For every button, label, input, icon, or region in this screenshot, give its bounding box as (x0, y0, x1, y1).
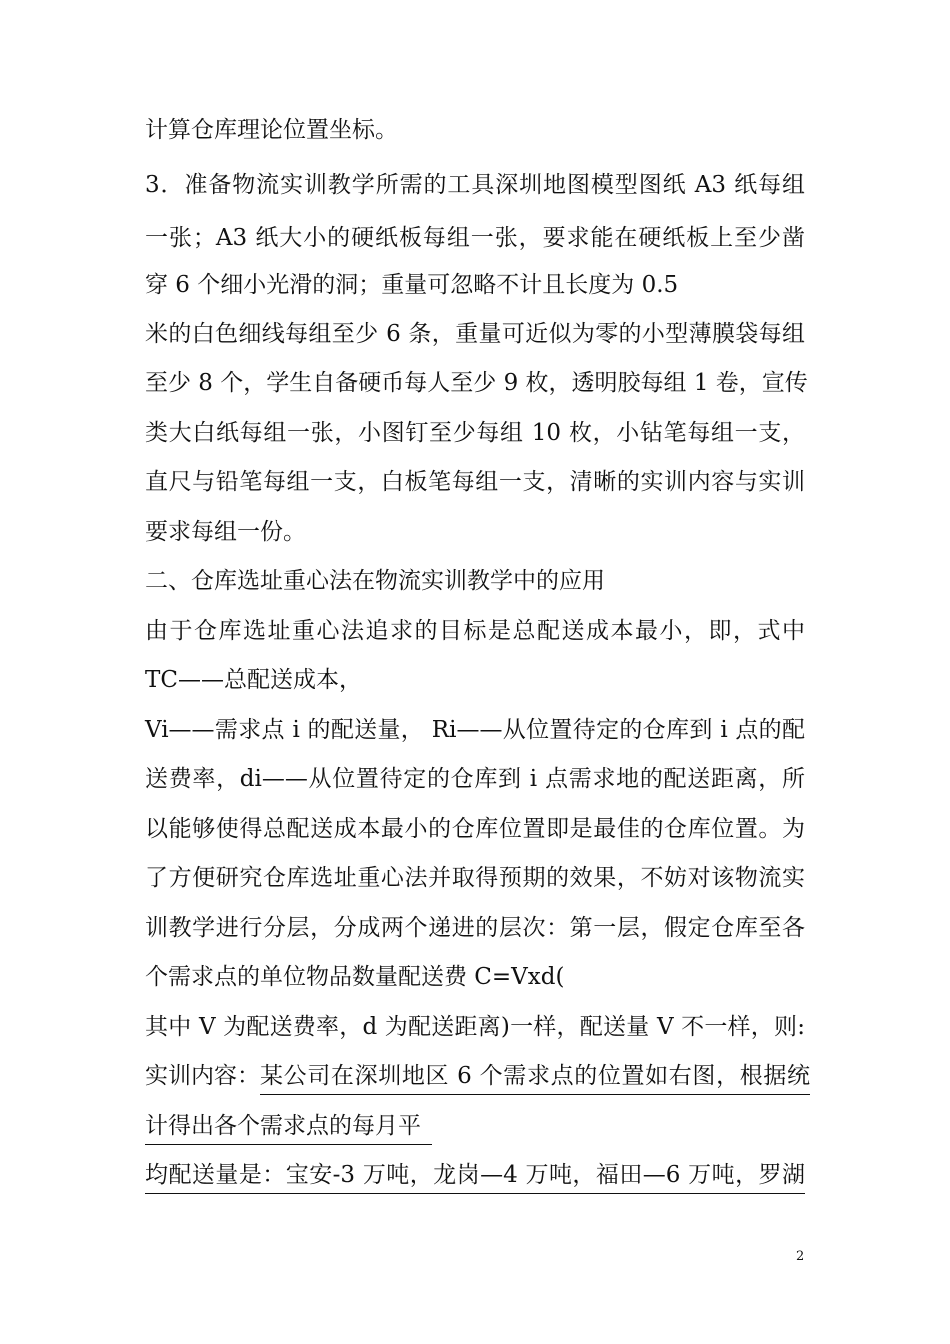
underlined-text-1: 某公司在深圳地区 6 个需求点的位置如右图，根据统 (260, 1061, 810, 1095)
text-line-17: 训教学进行分层，分成两个递进的层次：第一层，假定仓库至各 (145, 915, 805, 941)
training-content-line (145, 1061, 810, 1095)
text-line-9: 要求每组一份。 (145, 519, 306, 545)
text-line-7: 类大白纸每组一张，小图钉至少每组 10 枚，小钻笔每组一支， (145, 420, 805, 446)
text-line-15: 以能够使得总配送成本最小的仓库位置即是最佳的仓库位置。为 (145, 816, 805, 842)
training-content-label: 实训内容： (145, 1063, 260, 1089)
text-line-16: 了方便研究仓库选址重心法并取得预期的效果，不妨对该物流实 (145, 865, 805, 891)
text-line-14: 送费率，di——从位置待定的仓库到 i 点需求地的配送距离，所 (145, 766, 805, 792)
text-line-5: 米的白色细线每组至少 6 条，重量可近似为零的小型薄膜袋每组 (145, 321, 805, 347)
section-heading: 二、仓库选址重心法在物流实训教学中的应用 (145, 568, 605, 594)
text-line-22 (145, 1160, 805, 1194)
text-line-13: Vi——需求点 i 的配送量， Ri——从位置待定的仓库到 i 点的配 (145, 717, 805, 743)
text-line-19: 其中 V 为配送费率，d 为配送距离)一样，配送量 V 不一样，则: (145, 1014, 805, 1040)
text-line-1: 计算仓库理论位置坐标。 (145, 117, 398, 143)
underlined-text-3: 均配送量是：宝安-3 万吨，龙岗—4 万吨，福田—6 万吨，罗湖 (145, 1160, 805, 1194)
text-line-2: 3．准备物流实训教学所需的工具深圳地图模型图纸 A3 纸每组 (145, 172, 805, 198)
text-line-4: 穿 6 个细小光滑的洞；重量可忽略不计且长度为 0.5 (145, 272, 679, 298)
text-line-12: TC——总配送成本， (145, 667, 362, 693)
underlined-text-2: 计得出各个需求点的每月平 (145, 1111, 432, 1145)
text-line-6: 至少 8 个，学生自备硬币每人至少 9 枚，透明胶每组 1 卷，宣传 (145, 370, 808, 396)
text-line-11: 由于仓库选址重心法追求的目标是总配送成本最小，即，式中 (145, 618, 805, 644)
page-number: 2 (796, 1249, 805, 1264)
text-line-18: 个需求点的单位物品数量配送费 C=Vxd( (145, 964, 565, 990)
text-line-3: 一张；A3 纸大小的硬纸板每组一张，要求能在硬纸板上至少凿 (145, 225, 805, 251)
text-line-8: 直尺与铅笔每组一支，白板笔每组一支，清晰的实训内容与实训 (145, 469, 805, 495)
text-line-21 (145, 1111, 432, 1145)
